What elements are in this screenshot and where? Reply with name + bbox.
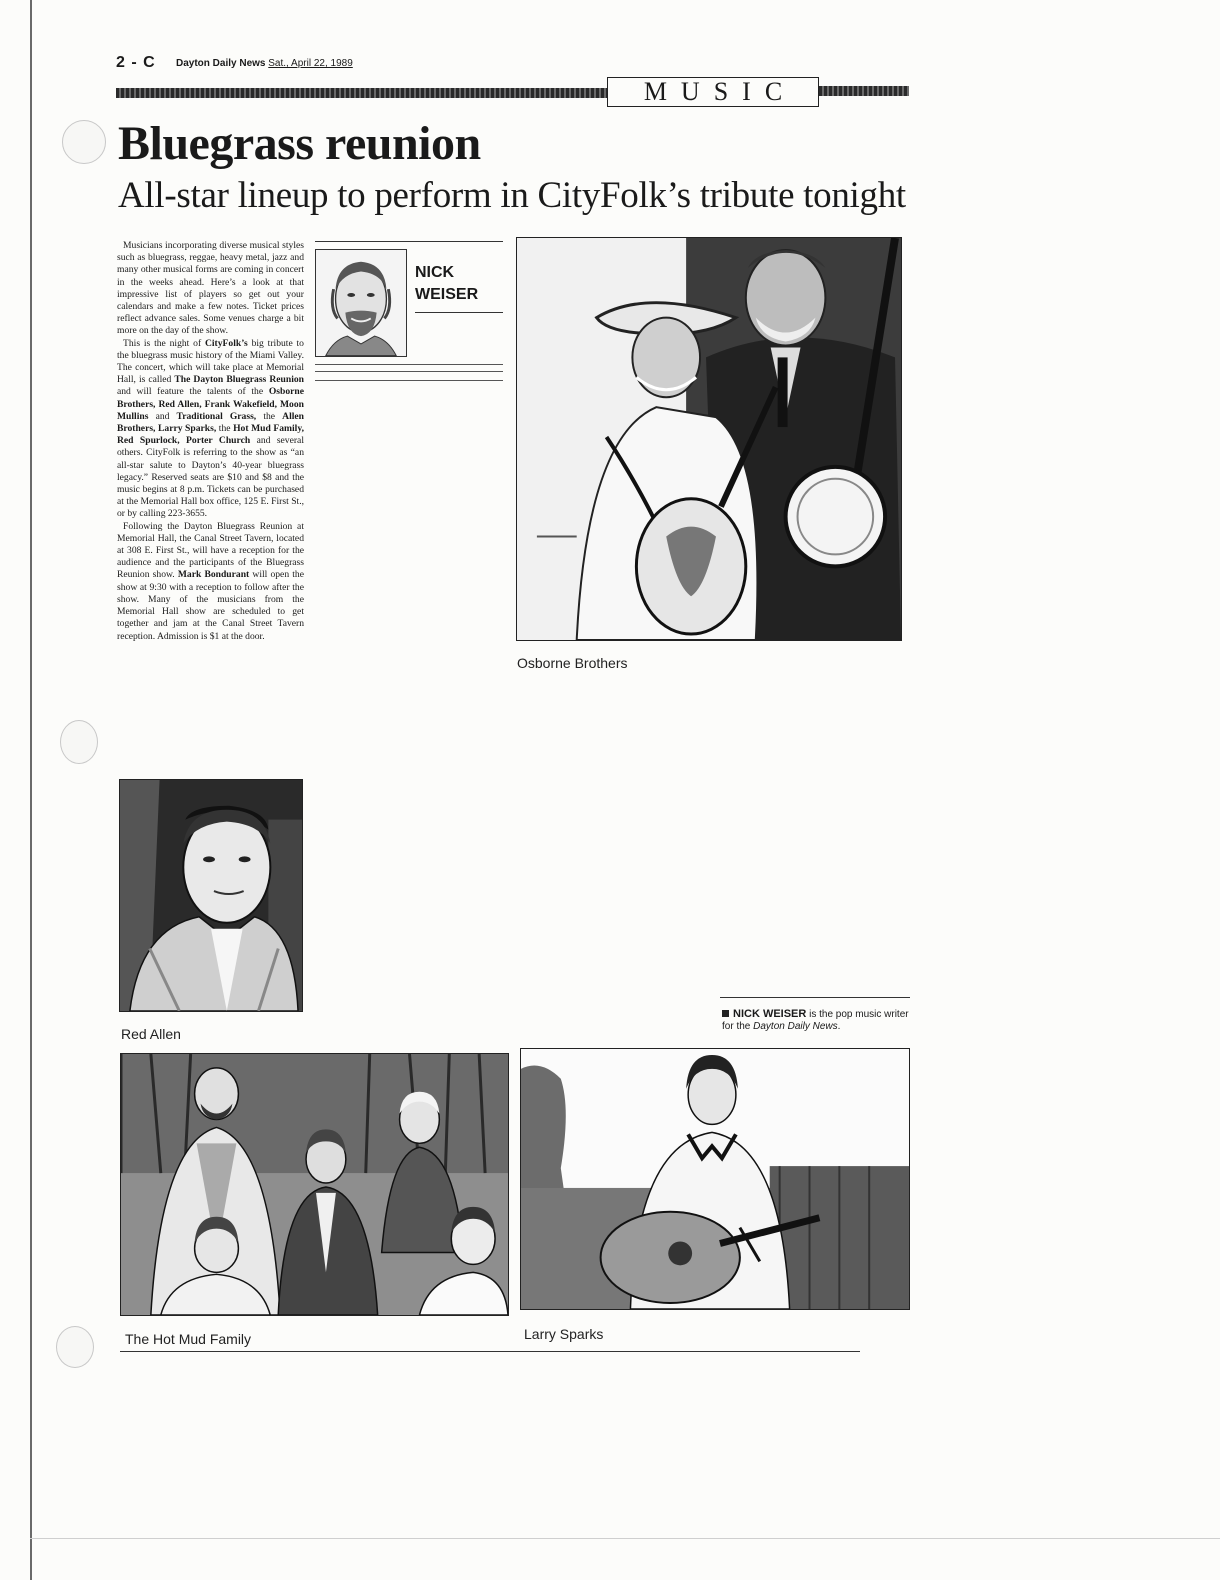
article-text-run: Following the Dayton Bluegrass Reunion at Memorial Hall, the Canal Street Tavern, located at 308 E. First St., will have a reception for the audience and the participants of the Bluegrass Reunion show. (117, 520, 304, 581)
subheadline: All-star lineup to perform in CityFolk’s tribute tonight (118, 175, 906, 216)
article-text-run: the (256, 410, 283, 422)
section-label: MUSIC (607, 77, 819, 107)
punch-hole-bottom (56, 1326, 94, 1368)
tagline-end: . (837, 1021, 841, 1032)
article-text-run: the (216, 423, 234, 435)
photo-hot-mud-family (120, 1053, 509, 1316)
caption-red-allen: Red Allen (121, 1026, 181, 1042)
article-bold-run: The Dayton Bluegrass Reunion (174, 374, 304, 386)
byline (415, 262, 478, 306)
byline-last-name: WEISER (415, 286, 479, 303)
photo-red-allen (119, 779, 303, 1012)
masthead (176, 58, 353, 69)
article-paragraph (117, 521, 304, 643)
article-text-run: and several others. CityFolk is referring to the show as “an all-star salute to Dayton’s 40-year bluegrass legacy.” Reserved seats are $10 and $8 and the music begins at 8 p.m. Tickets can be purchased at the Memorial Hall box office, 125 E. First St., or by calling 223-3655. (117, 435, 304, 520)
article-text-run: and will feature the talents of the (117, 386, 269, 398)
tagline-author-name: NICK WEISER (733, 1008, 807, 1020)
red-allen-photo-image (120, 780, 302, 1011)
caption-osborne-brothers: Osborne Brothers (517, 655, 628, 671)
article-text-run: This is the night of (123, 337, 205, 349)
bottom-rule (120, 1351, 860, 1352)
byline-first-name: NICK (415, 264, 455, 281)
portrait-sketch (316, 250, 406, 356)
headline: Bluegrass reunion (118, 117, 481, 170)
article-bold-run: Osborne Brothers, Red Allen, Frank Wakefield, Moon Mullins (117, 386, 304, 422)
article-text-run: big tribute to the bluegrass music history of the Miami Valley. The concert, which will take place at Memorial Hall, is called (117, 337, 304, 386)
article-paragraph (117, 338, 304, 521)
page-folio: 2 - C (116, 54, 156, 71)
article-bold-run: Hot Mud Family, Red Spurlock, Porter Church (117, 423, 304, 447)
section-rule-left (116, 88, 607, 98)
section-rule-right (819, 86, 909, 96)
article-bold-run: Allen Brothers, Larry Sparks, (117, 410, 304, 435)
paper-name: Dayton Daily News (176, 58, 266, 69)
article-text-run: will open the show at 9:30 with a reception to follow after the show. Many of the musicians from the Memorial Hall show are scheduled to get together and jam at the Canal Street Tavern reception. Admission is $1 at the door. (117, 569, 304, 642)
columnist-portrait (315, 249, 407, 357)
square-bullet-icon (722, 1010, 729, 1017)
article-bold-run: Mark Bondurant (177, 569, 250, 581)
article-paragraph (117, 240, 304, 338)
page-bottom-edge (30, 1538, 1220, 1539)
byline-rule (415, 312, 503, 313)
article-text-run: and (148, 410, 177, 422)
hot-mud-family-photo-image (121, 1054, 508, 1315)
author-tagline (722, 1008, 918, 1033)
byline-bottom-rules (315, 364, 503, 381)
photo-larry-sparks (520, 1048, 910, 1310)
tagline-text: is the pop music writer for the (722, 1009, 909, 1032)
byline-top-rule (315, 241, 503, 242)
article-text-run: Musicians incorporating diverse musical styles such as bluegrass, reggae, heavy metal, jazz and many other musical forms are coming in concert in the weeks ahead. Here’s a look at that impressive list of players so get out your calendars and make a few notes. Ticket prices reflect advance sales. Some venues charge a bit more on the day of the show. (117, 240, 304, 337)
article-bold-run: CityFolk’s (204, 337, 248, 349)
punch-hole-top (62, 120, 106, 164)
osborne-photo-image (517, 238, 901, 640)
page-left-edge (30, 0, 32, 1580)
article-body (117, 240, 304, 643)
article-bold-run: Traditional Grass, (176, 410, 257, 422)
tagline-rule (720, 997, 910, 998)
larry-sparks-photo-image (521, 1049, 909, 1309)
photo-osborne-brothers (516, 237, 902, 641)
punch-hole-middle (60, 720, 98, 764)
issue-date: Sat., April 22, 1989 (268, 58, 353, 69)
tagline-publication: Dayton Daily News (753, 1021, 838, 1032)
caption-larry-sparks: Larry Sparks (524, 1326, 604, 1342)
caption-hot-mud-family: The Hot Mud Family (125, 1331, 252, 1347)
